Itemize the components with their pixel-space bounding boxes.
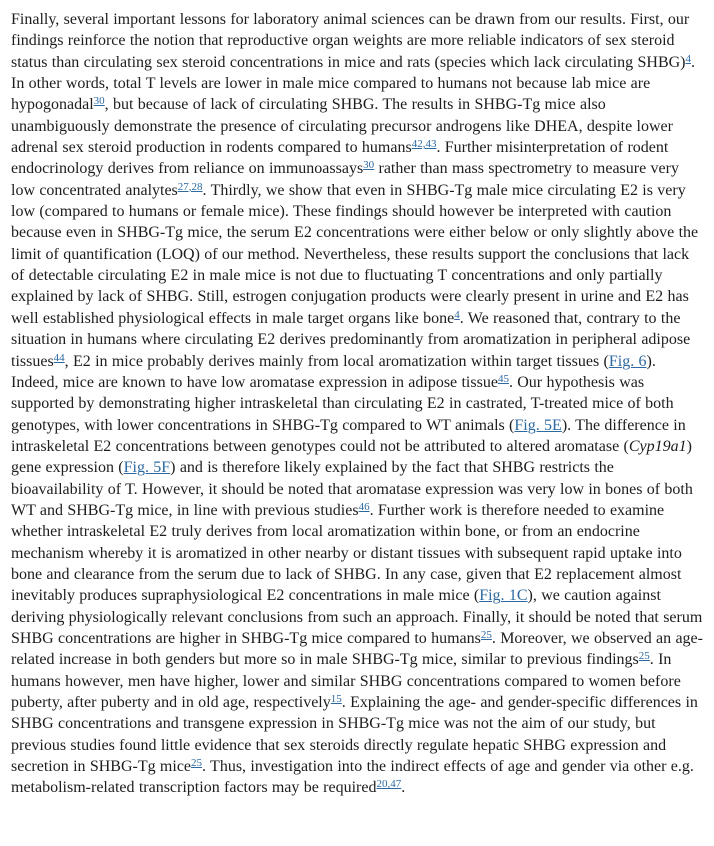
citation-ref-link[interactable]: 4 [454,308,460,321]
citation-ref-link[interactable]: 45 [497,372,509,385]
citation-ref-link[interactable]: 25 [480,628,492,641]
citation-ref-link[interactable]: 46 [358,500,370,513]
citation-ref-link[interactable]: 30 [363,159,375,172]
citation-ref-link[interactable]: 27,28 [177,180,203,193]
citation-ref-link[interactable]: 42,43 [411,138,437,151]
figure-link[interactable]: Fig. 1C [479,587,528,605]
figure-link[interactable]: Fig. 5F [123,459,171,477]
citation-ref-link[interactable]: 15 [330,693,342,705]
citation-ref-link[interactable]: 4 [685,52,692,65]
figure-link[interactable]: Fig. 5E [514,416,562,434]
citation-ref-link[interactable]: 25 [638,650,650,663]
discussion-paragraph: Finally, several important lessons for laboratory animal sciences can be drawn from our results. First, our findings reinforce the notion that reproductive organ weights are more reliable indicators of sex steroid status than circulating sex steroid concentrations in mice and rats (species which lack circulating SHBG)$^4$. In other words, total T levels are lower in male mice compared to humans not because lab mice are hypogonadal$^{30}$, but because of lack of circulating SHBG. The results in SHBG-Tg mice also unambiguously demonstrate the presence of circulating precursor androgens like DHEA, despite lower adrenal sex steroid production in rodents compared to humans$^{42,43}$. Further misinterpretation of rodent endocrinology derives from reliance on immunoassays$^{30}$ rather than mass spectrometry to measure very low concentrated analytes$^{27,28}$. Thirdly, we show that even in SHBG-Tg male mice circulating E2 is very low (compared to humans or female mice). These findings should however be interpreted with caution because even in SHBG-Tg mice, the serum E2 concentrations were either below or only slightly above the limit of quantification (LOQ) of our method. Nevertheless, these results support the conclusions that lack of detectable circulating E2 in male mice is not due to fluctuating T concentrations and only partially explained by lack of SHBG. Still, estrogen conjugation products were clearly present in urine and E2 has well established physiological effects in male target organs like bone$^4$. We reasoned that, contrary to the situation in humans where circulating E2 derives predominantly from aromatization in peripheral adipose tissues$^{44}$, E2 in mice probably derives mainly from local aromatization within target tissues (Fig. 6). Indeed, mice are known to have low aromatase expression in adipose tissue$^{45}$. Our hypothesis was supported by demonstrating higher intraskeletal than circulating E2 in castrated, T-treated mice of both genotypes, with lower concentrations in SHBG-Tg compared to WT animals (Fig. 5E). The difference in intraskeletal E2 concentrations between genotypes could not be attributed to altered aromatase (Cyp19a1) gene expression (Fig. 5F) and is therefore likely explained by the fact that SHBG restricts the bioavailability of T. However, it should be noted that aromatase expression was very low in bones of both WT and SHBG-Tg mice, in line with previous studies$^{46}$. Further work is therefore needed to examine whether intraskeletal E2 truly derives from local aromatization within bone, or from an endocrine mechanism whereby it is aromatized in other nearby or distant tissues with subsequent rapid uptake into bone and clearance from the serum due to lack of SHBG. In any case, given that E2 replacement almost inevitably produces supraphysiological E2 concentrations in male mice (Fig. 1C), we caution against deriving physiologically relevant conclusions from such an approach. Finally, it should be noted that serum SHBG concentrations are higher in SHBG-Tg mice compared to humans$^{25}$. Moreover, we observed an age-related increase in both genders but more so in male SHBG-Tg mice, similar to previous findings$^{25}$. In humans however, men have higher, lower and similar SHBG concentrations compared to women before puberty, after puberty and in old age, respectively$^{15}$. Explaining the age- and gender-specific differences in SHBG concentrations and transgene expression in SHBG-Tg mice was not the aim of our study, but previous studies found little evidence that sex steroids directly regulate hepatic SHBG expression and secretion in SHBG-Tg mice$^{25}$. Thus, investigation into the indirect effects of age and gender via other e.g. metabolism-related transcription factors may be required$^{20,47}$. [11,11,703,797]
citation-ref-link[interactable]: 25 [191,757,203,770]
figure-link[interactable]: Fig. 6 [608,352,647,370]
citation-ref-link[interactable]: 30 [93,95,105,108]
citation-ref-link[interactable]: 20,47 [376,778,402,791]
citation-ref-link[interactable]: 44 [53,351,65,364]
gene-name: Cyp19a1 [628,437,687,455]
